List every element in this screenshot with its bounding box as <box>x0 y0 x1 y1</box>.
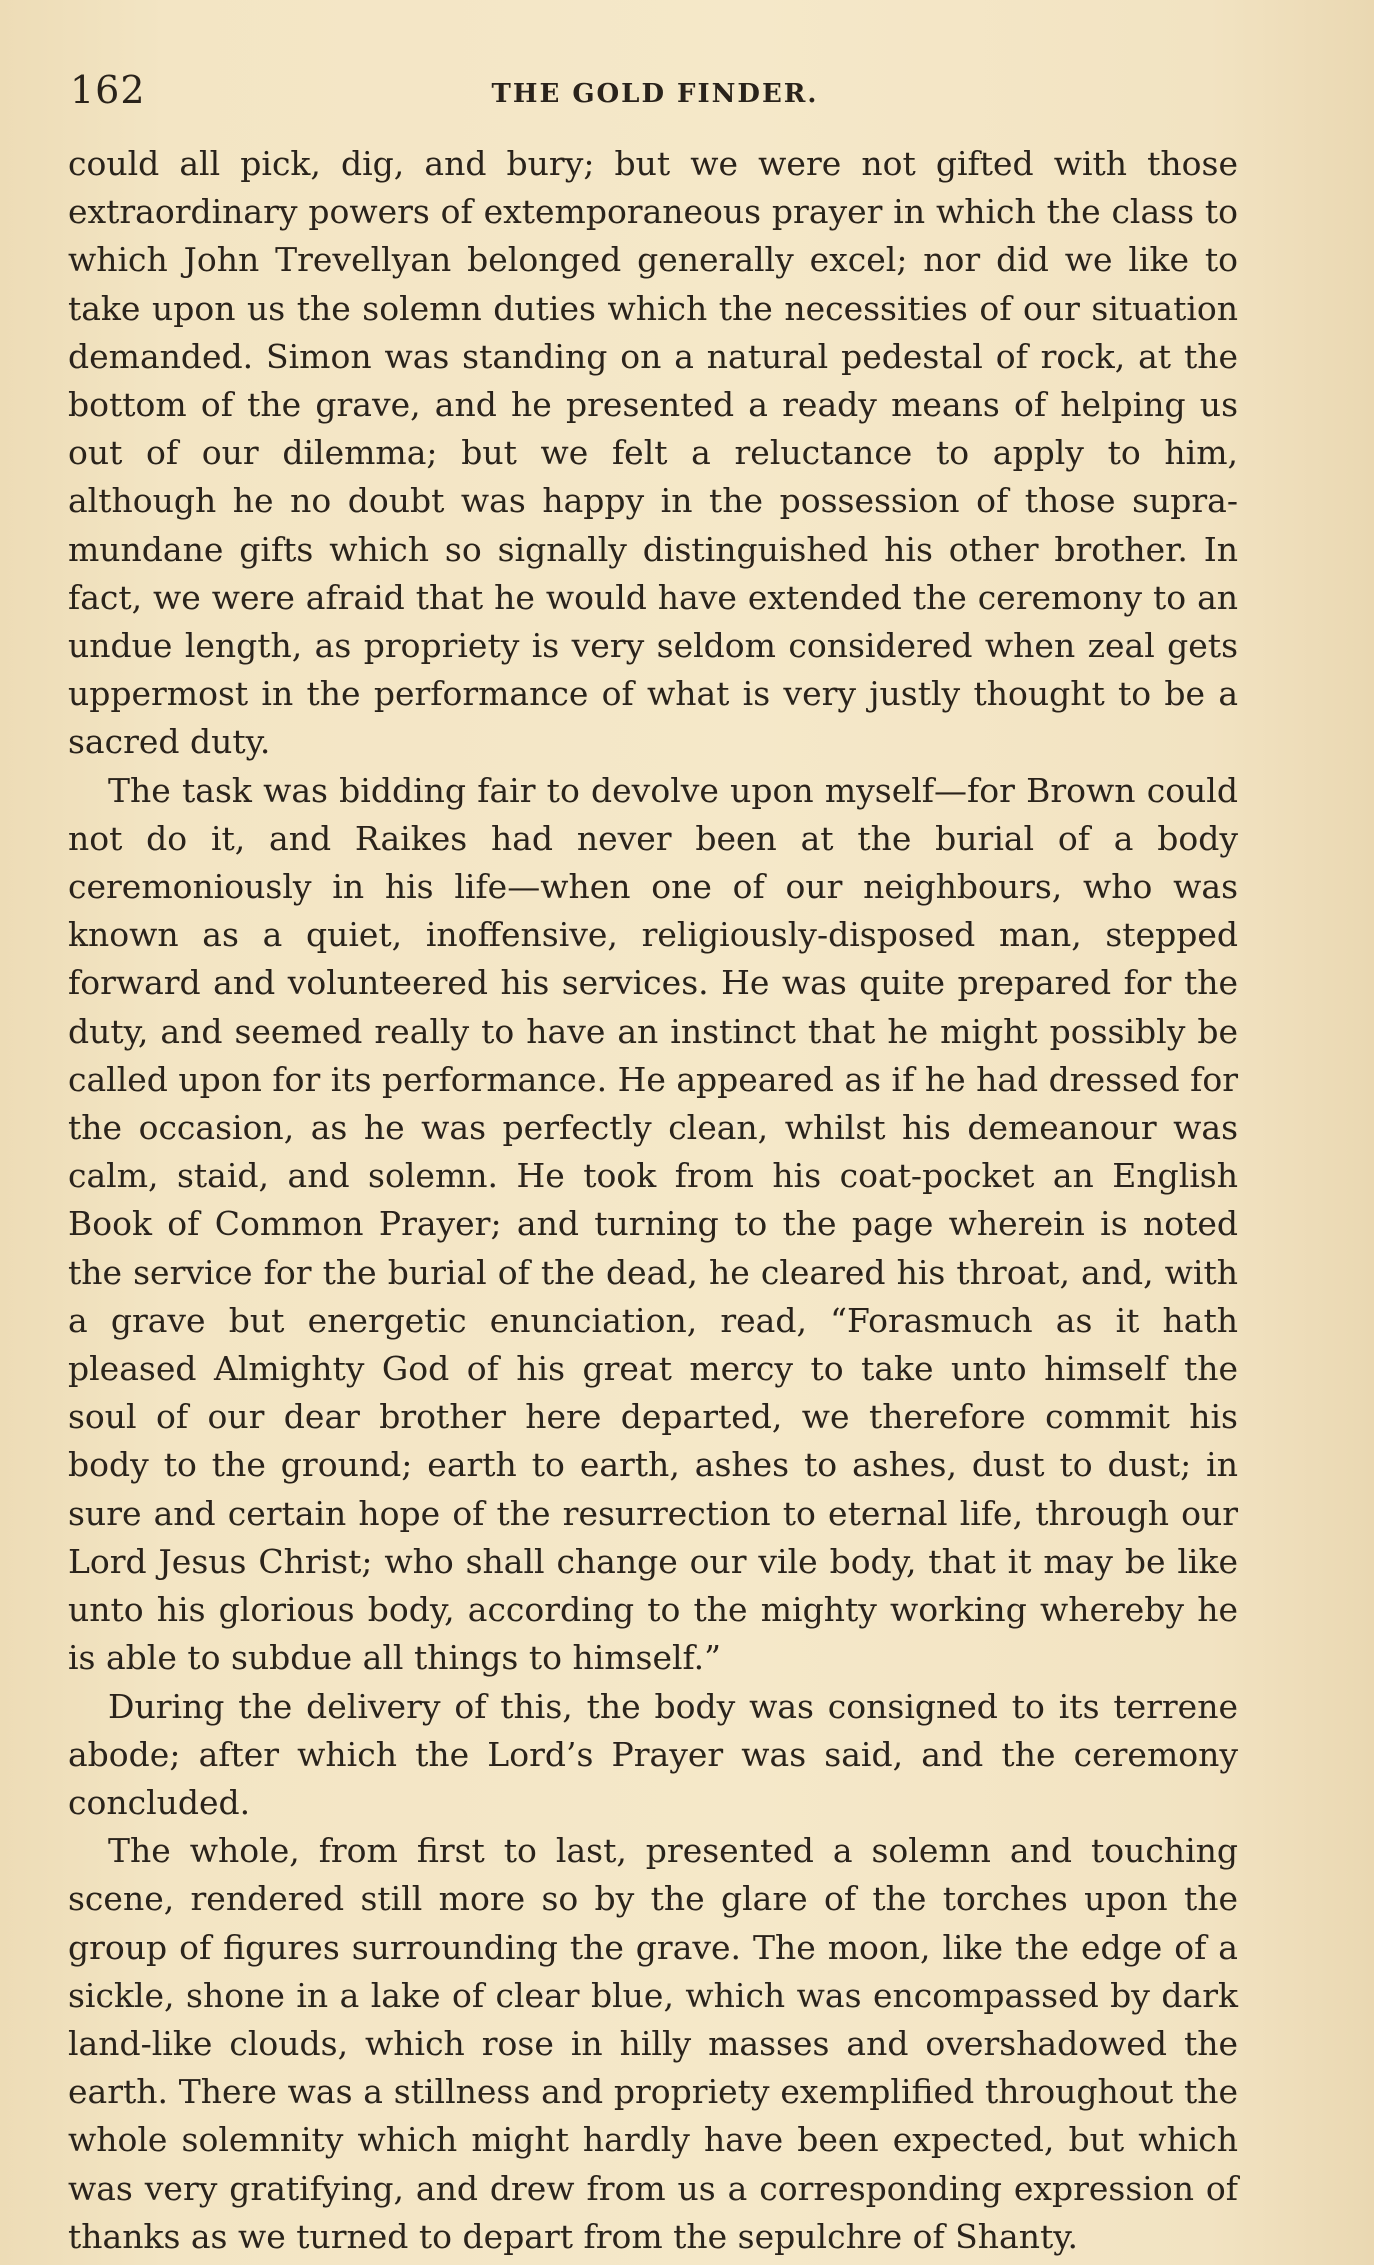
page-number: 162 <box>70 68 146 112</box>
paragraph-4: The whole, from first to last, presented a solemn and touching scene, rendered still more so by the glare of the torches upon the group of figures surrounding the grave. The moon, like the edge of a sickle, shone in a lake of clear blue, which was encompassed by dark land-like clouds, which rose in hilly masses and overshadowed the earth. There was a stillness and propriety exemplified throughout the whole solemnity which might hardly have been expected, but which was very gratifying, and drew from us a corresponding expression of thanks as we turned to depart from the sepulchre of Shanty. <box>68 1831 1238 2256</box>
paragraph-1: could all pick, dig, and bury; but we were not gifted with those extraordinary powers of extemporaneous prayer in which the class to which John Trevellyan belonged generally excel; nor did we like to take upon us the solemn duties which the necessities of our situation demanded. Simon was standing on a natural pedestal of rock, at the bottom of the grave, and he presented a ready means of helping us out of our dilemma; but we felt a reluctance to apply to him, although he no doubt was happy in the possession of those supra-mundane gifts which so signally distinguished his other brother. In fact, we were afraid that he would have extended the ceremony to an undue length, as propriety is very seldom considered when zeal gets uppermost in the performance of what is very justly thought to be a sacred duty. <box>68 144 1238 762</box>
body-text <box>68 140 1238 2261</box>
running-title: THE GOLD FINDER. <box>491 79 819 109</box>
page-header <box>70 60 1240 120</box>
paragraph-3: During the delivery of this, the body was consigned to its terrene abode; after which the Lord’s Prayer was said, and the ceremony concluded. <box>68 1686 1238 1822</box>
paragraph-2: The task was bidding fair to devolve upon myself—for Brown could not do it, and Raikes had never been at the burial of a body ceremoniously in his life—when one of our neighbours, who was known as a quiet, inoffensive, religiously-disposed man, stepped forward and volunteered his services. He was quite prepared for the duty, and seemed really to have an instinct that he might possibly be called upon for its performance. He appeared as if he had dressed for the occasion, as he was perfectly clean, whilst his demeanour was calm, staid, and solemn. He took from his coat-pocket an English Book of Common Prayer; and turning to the page wherein is noted the service for the burial of the dead, he cleared his throat, and, with a grave but energetic enunciation, read, “Forasmuch as it hath pleased Almighty God of his great mercy to take unto himself the soul of our dear brother here departed, we therefore commit his body to the ground; earth to earth, ashes to ashes, dust to dust; in sure and certain hope of the resurrection to eternal life, through our Lord Jesus Christ; who shall change our vile body, that it may be like unto his glorious body, according to the mighty working whereby he is able to subdue all things to himself.” <box>68 770 1238 1678</box>
